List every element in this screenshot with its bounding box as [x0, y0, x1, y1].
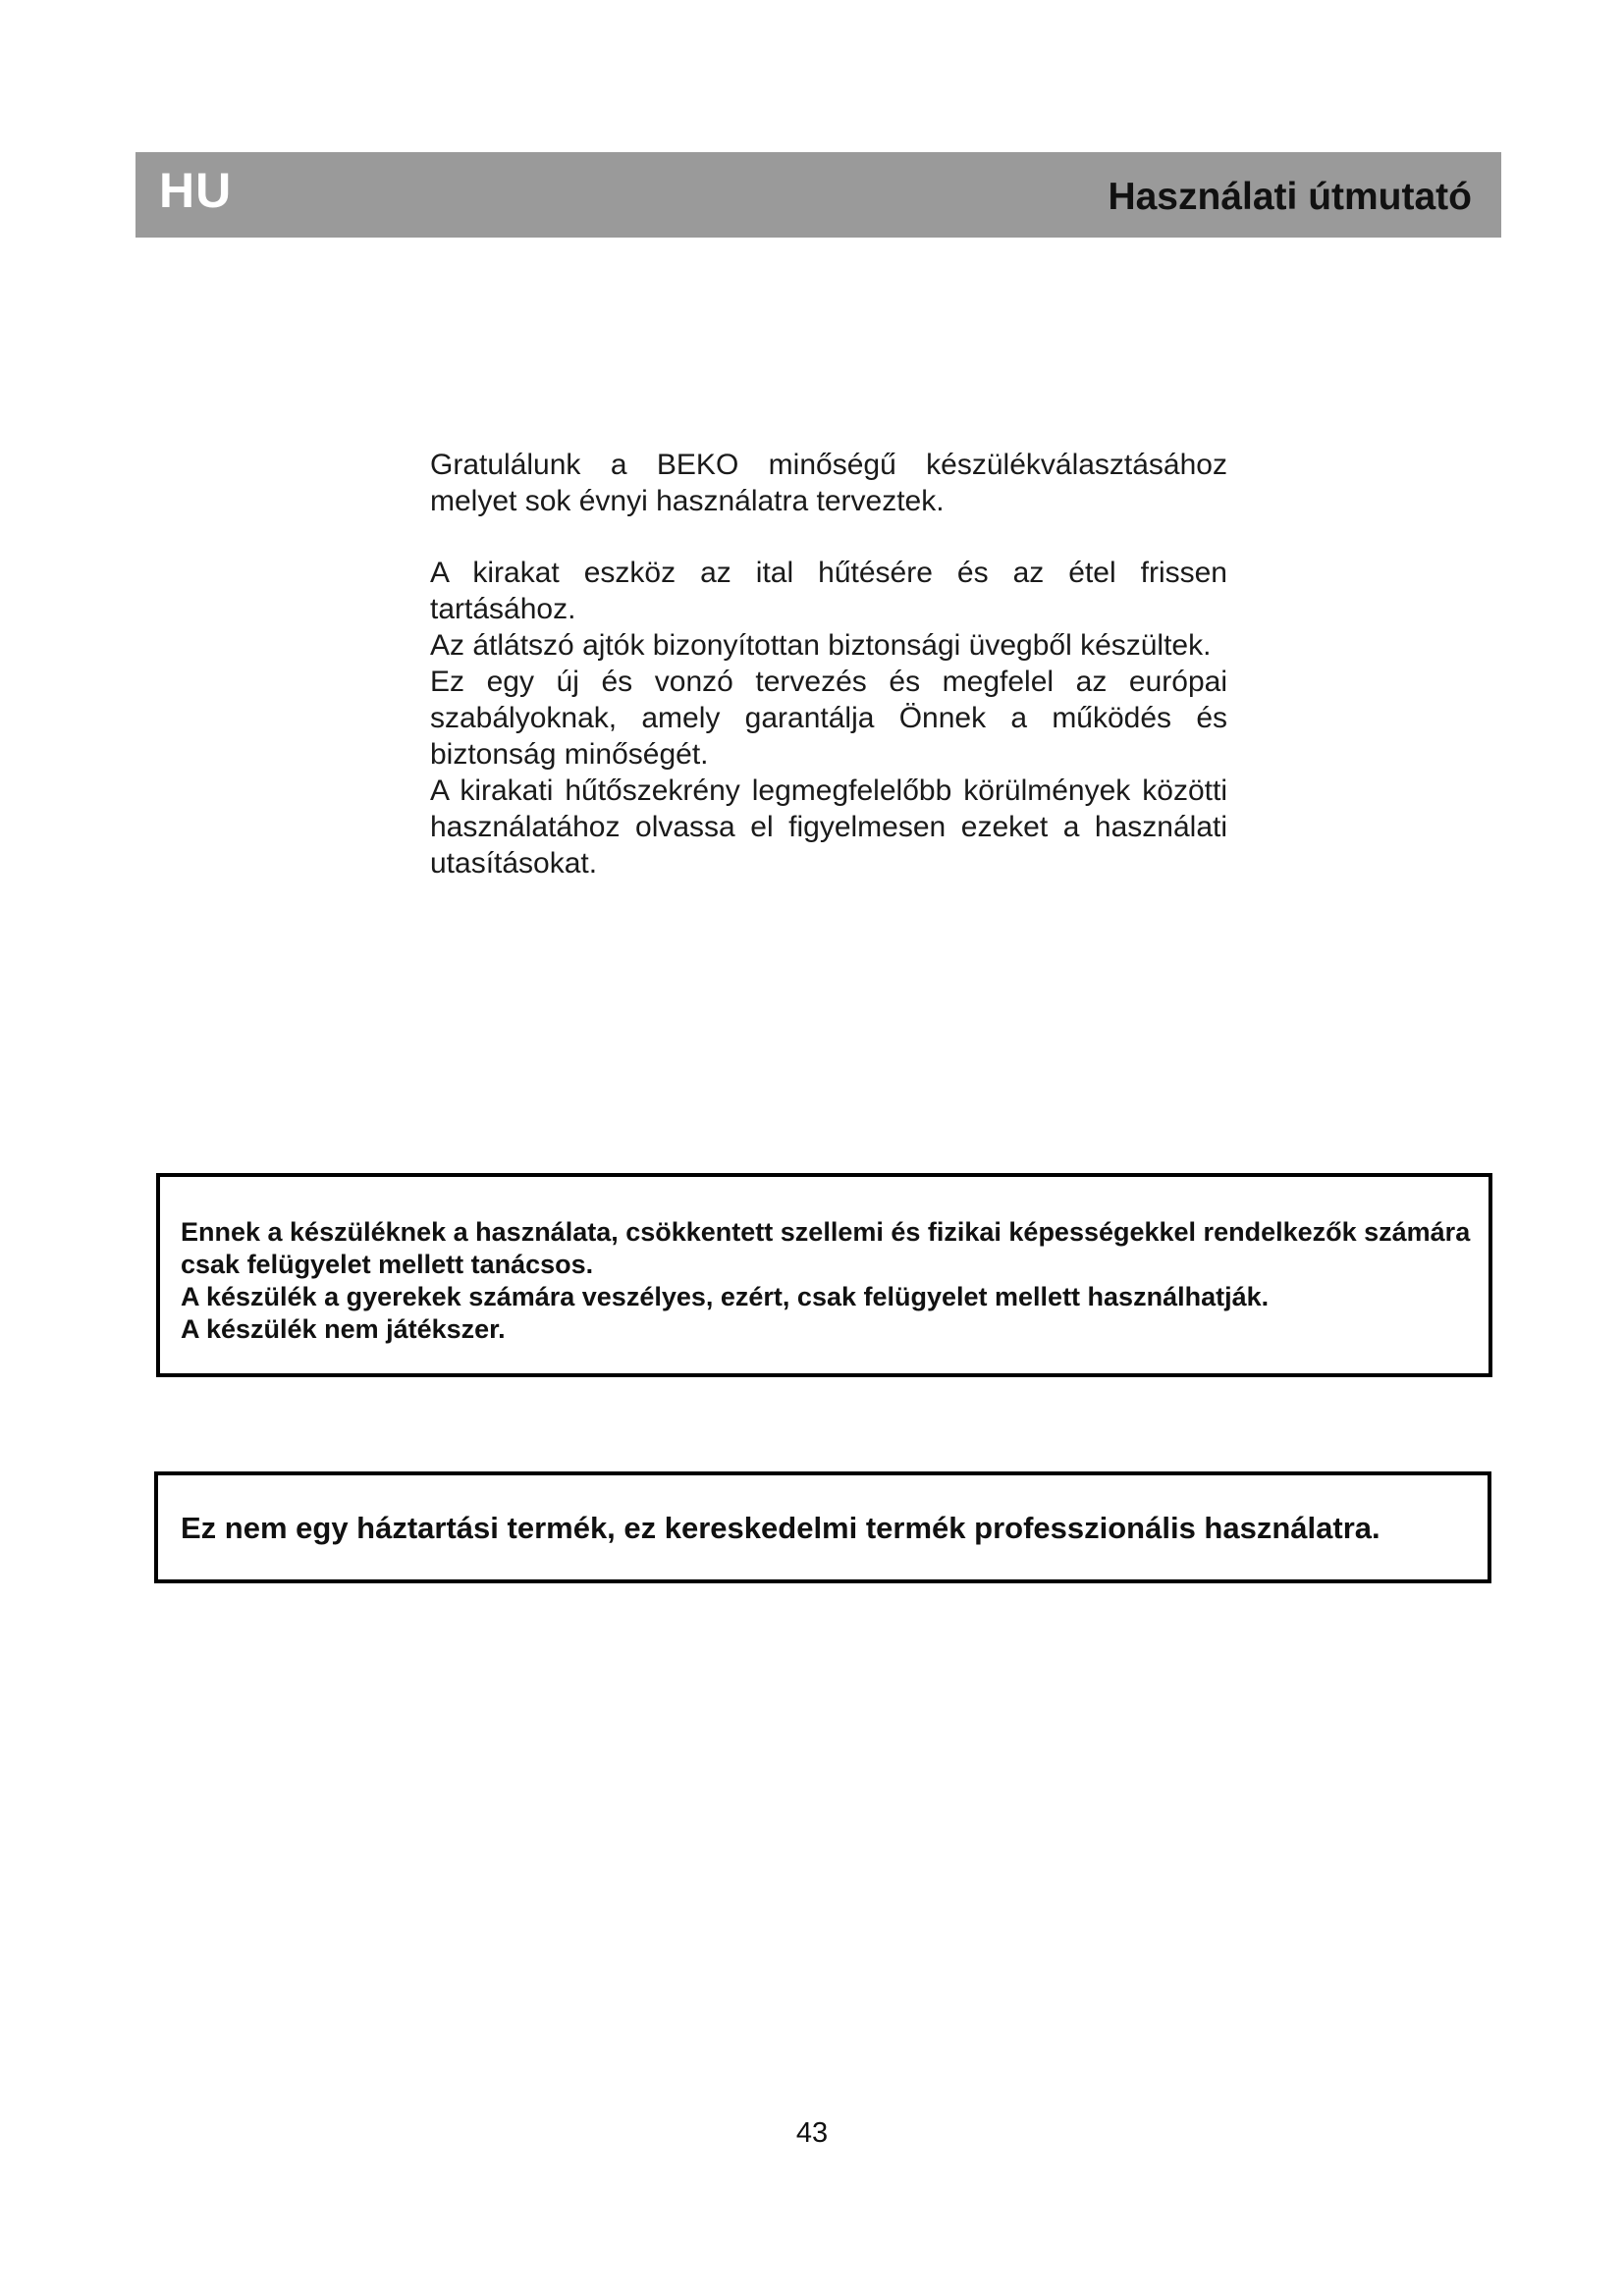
intro-paragraph-design: Ez egy új és vonzó tervezés és megfelel az európai szabályoknak, amely garantálja Önnek a működés és biztonság minőségét.: [430, 666, 1227, 771]
safety-warning-box: [156, 1173, 1492, 1377]
intro-paragraph-congratulations: Gratulálunk a BEKO minőségű készülékválasztásához melyet sok évnyi használatra terveztek.: [430, 449, 1227, 517]
header-bar: [135, 152, 1501, 238]
intro-paragraph-instructions: A kirakati hűtőszekrény legmegfelelőbb körülmények közötti használatához olvassa el figyelmesen ezeket a használati utasításokat.: [430, 774, 1227, 880]
warning-line-not-toy: A készülék nem játékszer.: [181, 1314, 506, 1344]
intro-paragraph-purpose: A kirakat eszköz az ital hűtésére és az étel frissen tartásához.: [430, 557, 1227, 625]
warning-line-supervision: Ennek a készüléknek a használata, csökkentett szellemi és fizikai képességekkel rendelkezők számára csak felügyelet mellett tanácsos.: [181, 1217, 1471, 1279]
intro-paragraph-glass-doors: Az átlátszó ajtók bizonyítottan biztonsági üvegből készültek.: [430, 629, 1212, 662]
document-title: Használati útmutató: [1108, 176, 1472, 218]
warning-line-children: A készülék a gyerekek számára veszélyes, ezért, csak felügyelet mellett használhatják.: [181, 1282, 1270, 1311]
commercial-use-notice-text: Ez nem egy háztartási termék, ez kereskedelmi termék professzionális használatra.: [181, 1511, 1380, 1545]
intro-text: [430, 447, 1227, 881]
language-code: HU: [159, 163, 233, 218]
commercial-use-notice-box: [154, 1471, 1491, 1583]
page-number: 43: [795, 2117, 829, 2149]
